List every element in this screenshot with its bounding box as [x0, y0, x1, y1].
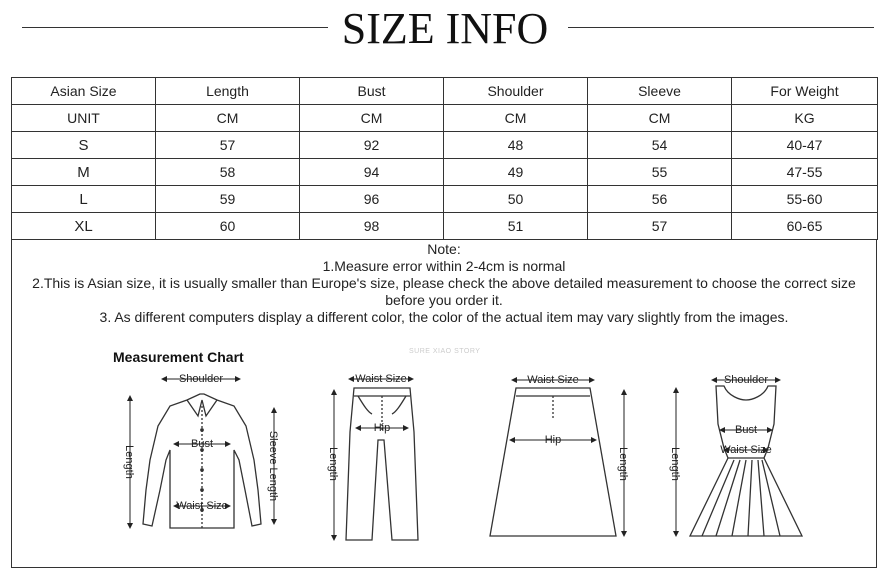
table-cell: 55-60 — [732, 186, 878, 213]
table-cell: 60-65 — [732, 213, 878, 240]
header-cell: For Weight — [732, 78, 878, 105]
table-cell: 49 — [444, 159, 588, 186]
skirt-waist-label: Waist Size — [527, 374, 579, 386]
dress-waist-label: Waist Size — [720, 444, 772, 456]
note-line-1: 1.Measure error within 2-4cm is normal — [322, 258, 566, 274]
note-heading: Note: — [427, 241, 461, 257]
dress-bust-label: Bust — [734, 424, 758, 436]
pants-hip-label: Hip — [373, 422, 391, 434]
size-label-cell: XL — [12, 213, 156, 240]
size-label-cell: M — [12, 159, 156, 186]
table-cell: 59 — [156, 186, 300, 213]
table-cell: 54 — [588, 132, 732, 159]
page-title: SIZE INFO — [341, 4, 549, 53]
table-row — [12, 213, 878, 240]
dress-length-label: Length — [669, 447, 681, 481]
table-header-row — [12, 78, 878, 105]
table-cell: 51 — [444, 213, 588, 240]
measurement-chart-title: Measurement Chart — [113, 349, 244, 365]
table-row — [12, 132, 878, 159]
table-cell: 58 — [156, 159, 300, 186]
watermark: SURE XIAO STORY — [409, 348, 481, 355]
table-cell: 98 — [300, 213, 444, 240]
unit-cell: KG — [732, 105, 878, 132]
table-row — [12, 159, 878, 186]
table-cell: 57 — [156, 132, 300, 159]
table-cell: 55 — [588, 159, 732, 186]
table-cell: 50 — [444, 186, 588, 213]
title-divider-right — [568, 27, 874, 28]
table-cell: 92 — [300, 132, 444, 159]
shirt-shoulder-label: Shoulder — [178, 373, 224, 385]
table-unit-row — [12, 105, 878, 132]
unit-cell: CM — [444, 105, 588, 132]
skirt-hip-label: Hip — [544, 434, 562, 446]
table-cell: 47-55 — [732, 159, 878, 186]
header-cell: Bust — [300, 78, 444, 105]
note-line-3: 3. As different computers display a different color, the color of the actual item may vary slightly from the images. — [99, 309, 789, 325]
note-line-2: 2.This is Asian size, it is usually smaller than Europe's size, please check the above detailed measurement to choose the correct size — [32, 275, 856, 291]
header-cell: Asian Size — [12, 78, 156, 105]
shirt-length-label: Length — [123, 445, 135, 479]
skirt-length-label: Length — [617, 447, 629, 481]
unit-cell: CM — [588, 105, 732, 132]
dress-diagram — [690, 386, 802, 536]
size-label-cell: L — [12, 186, 156, 213]
garment-diagrams — [12, 340, 878, 560]
size-table — [11, 77, 878, 240]
table-cell: 94 — [300, 159, 444, 186]
measurement-chart — [12, 340, 878, 560]
pants-length-label: Length — [327, 447, 339, 481]
pants-waist-label: Waist Size — [355, 373, 407, 385]
table-cell: 60 — [156, 213, 300, 240]
table-cell: 96 — [300, 186, 444, 213]
table-cell: 56 — [588, 186, 732, 213]
unit-cell: UNIT — [12, 105, 156, 132]
skirt-diagram — [490, 388, 616, 536]
notes-panel — [11, 240, 877, 568]
table-cell: 40-47 — [732, 132, 878, 159]
skirt-measure-lines — [510, 380, 624, 536]
shirt-sleeve-label: Sleeve Length — [267, 430, 279, 502]
header-cell: Shoulder — [444, 78, 588, 105]
header-cell: Sleeve — [588, 78, 732, 105]
shirt-bust-label: Bust — [190, 438, 214, 450]
title-section — [0, 0, 890, 60]
note-line-2-continued: before you order it. — [385, 292, 503, 308]
pants-diagram — [346, 388, 418, 540]
table-cell: 57 — [588, 213, 732, 240]
header-cell: Length — [156, 78, 300, 105]
size-label-cell: S — [12, 132, 156, 159]
unit-cell: CM — [156, 105, 300, 132]
table-row — [12, 186, 878, 213]
table-cell: 48 — [444, 132, 588, 159]
dress-shoulder-label: Shoulder — [723, 374, 769, 386]
shirt-waist-label: Waist Size — [176, 500, 228, 512]
unit-cell: CM — [300, 105, 444, 132]
